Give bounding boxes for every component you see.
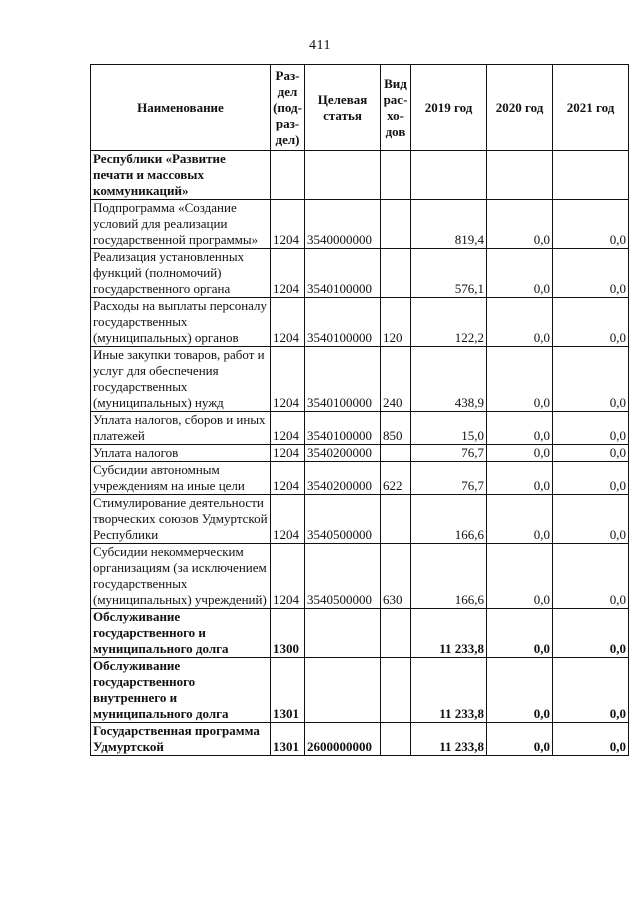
cell-target: 3540100000 <box>305 249 381 298</box>
cell-section: 1204 <box>271 200 305 249</box>
cell-target: 3540100000 <box>305 347 381 412</box>
cell-target: 3540200000 <box>305 462 381 495</box>
header-expense-type: Вид рас-хо-дов <box>381 65 411 151</box>
cell-section: 1300 <box>271 609 305 658</box>
cell-name: Обслуживание государственного внутреннего и муниципального долга <box>91 658 271 723</box>
header-row <box>91 65 629 151</box>
cell-2021: 0,0 <box>553 609 629 658</box>
cell-expense-type: 120 <box>381 298 411 347</box>
cell-2020: 0,0 <box>487 609 553 658</box>
cell-2019: 819,4 <box>411 200 487 249</box>
cell-2019: 576,1 <box>411 249 487 298</box>
cell-name: Уплата налогов, сборов и иных платежей <box>91 412 271 445</box>
cell-expense-type: 850 <box>381 412 411 445</box>
cell-name: Уплата налогов <box>91 445 271 462</box>
cell-section: 1301 <box>271 658 305 723</box>
cell-2020: 0,0 <box>487 462 553 495</box>
table-row <box>91 495 629 544</box>
cell-section: 1204 <box>271 445 305 462</box>
cell-section: 1204 <box>271 347 305 412</box>
cell-expense-type: 630 <box>381 544 411 609</box>
cell-2019: 122,2 <box>411 298 487 347</box>
table-row <box>91 658 629 723</box>
cell-target <box>305 609 381 658</box>
table-row <box>91 445 629 462</box>
cell-section: 1204 <box>271 298 305 347</box>
header-section: Раз-дел (под-раз-дел) <box>271 65 305 151</box>
table-row <box>91 723 629 756</box>
cell-2021: 0,0 <box>553 298 629 347</box>
table-row <box>91 200 629 249</box>
table-row <box>91 151 629 200</box>
page-number: 411 <box>309 38 331 53</box>
cell-2020: 0,0 <box>487 298 553 347</box>
cell-name: Реализация установленных функций (полномочий) государственного органа <box>91 249 271 298</box>
cell-expense-type <box>381 495 411 544</box>
cell-2019: 11 233,8 <box>411 658 487 723</box>
cell-section: 1204 <box>271 462 305 495</box>
cell-2021: 0,0 <box>553 347 629 412</box>
cell-2019: 76,7 <box>411 462 487 495</box>
header-2020: 2020 год <box>487 65 553 151</box>
cell-name: Обслуживание государственного и муниципального долга <box>91 609 271 658</box>
cell-expense-type <box>381 723 411 756</box>
cell-2020: 0,0 <box>487 495 553 544</box>
cell-section: 1301 <box>271 723 305 756</box>
cell-name: Государственная программа Удмуртской <box>91 723 271 756</box>
cell-name: Подпрограмма «Создание условий для реализации государственной программы» <box>91 200 271 249</box>
cell-2019: 166,6 <box>411 495 487 544</box>
cell-2021: 0,0 <box>553 462 629 495</box>
cell-target: 2600000000 <box>305 723 381 756</box>
header-name: Наименование <box>91 65 271 151</box>
table-row <box>91 249 629 298</box>
header-2019: 2019 год <box>411 65 487 151</box>
cell-name: Расходы на выплаты персоналу государственных (муниципальных) органов <box>91 298 271 347</box>
cell-2020: 0,0 <box>487 723 553 756</box>
cell-section: 1204 <box>271 495 305 544</box>
cell-2019: 438,9 <box>411 347 487 412</box>
cell-section: 1204 <box>271 412 305 445</box>
table-row <box>91 462 629 495</box>
cell-2020: 0,0 <box>487 658 553 723</box>
table-row <box>91 347 629 412</box>
cell-expense-type <box>381 658 411 723</box>
cell-2019 <box>411 151 487 200</box>
table-row <box>91 298 629 347</box>
cell-2021: 0,0 <box>553 412 629 445</box>
cell-target: 3540000000 <box>305 200 381 249</box>
cell-2019: 166,6 <box>411 544 487 609</box>
cell-target: 3540100000 <box>305 298 381 347</box>
cell-expense-type: 240 <box>381 347 411 412</box>
cell-target: 3540200000 <box>305 445 381 462</box>
cell-name: Субсидии автономным учреждениям на иные цели <box>91 462 271 495</box>
cell-2021: 0,0 <box>553 723 629 756</box>
cell-target: 3540100000 <box>305 412 381 445</box>
table-row <box>91 412 629 445</box>
cell-2020 <box>487 151 553 200</box>
cell-target: 3540500000 <box>305 544 381 609</box>
cell-2019: 11 233,8 <box>411 723 487 756</box>
cell-expense-type <box>381 151 411 200</box>
cell-2019: 76,7 <box>411 445 487 462</box>
cell-2021 <box>553 151 629 200</box>
cell-expense-type <box>381 200 411 249</box>
cell-2019: 15,0 <box>411 412 487 445</box>
budget-table <box>90 64 629 756</box>
cell-2021: 0,0 <box>553 200 629 249</box>
cell-target: 3540500000 <box>305 495 381 544</box>
cell-name: Иные закупки товаров, работ и услуг для обеспечения государственных (муниципальных) нужд <box>91 347 271 412</box>
cell-2019: 11 233,8 <box>411 609 487 658</box>
cell-expense-type <box>381 445 411 462</box>
table-row <box>91 609 629 658</box>
header-2021: 2021 год <box>553 65 629 151</box>
cell-2021: 0,0 <box>553 249 629 298</box>
cell-2020: 0,0 <box>487 347 553 412</box>
cell-section: 1204 <box>271 544 305 609</box>
cell-2021: 0,0 <box>553 658 629 723</box>
cell-2020: 0,0 <box>487 445 553 462</box>
table-row <box>91 544 629 609</box>
cell-2021: 0,0 <box>553 544 629 609</box>
cell-expense-type <box>381 609 411 658</box>
cell-2020: 0,0 <box>487 544 553 609</box>
cell-2021: 0,0 <box>553 445 629 462</box>
cell-expense-type <box>381 249 411 298</box>
cell-target <box>305 151 381 200</box>
cell-section <box>271 151 305 200</box>
cell-section: 1204 <box>271 249 305 298</box>
cell-2020: 0,0 <box>487 200 553 249</box>
cell-2020: 0,0 <box>487 249 553 298</box>
header-target: Целевая статья <box>305 65 381 151</box>
cell-2021: 0,0 <box>553 495 629 544</box>
cell-expense-type: 622 <box>381 462 411 495</box>
cell-name: Республики «Развитие печати и массовых коммуникаций» <box>91 151 271 200</box>
cell-name: Стимулирование деятельности творческих союзов Удмуртской Республики <box>91 495 271 544</box>
cell-name: Субсидии некоммерческим организациям (за исключением государственных (муниципальных) учреждений) <box>91 544 271 609</box>
cell-2020: 0,0 <box>487 412 553 445</box>
cell-target <box>305 658 381 723</box>
